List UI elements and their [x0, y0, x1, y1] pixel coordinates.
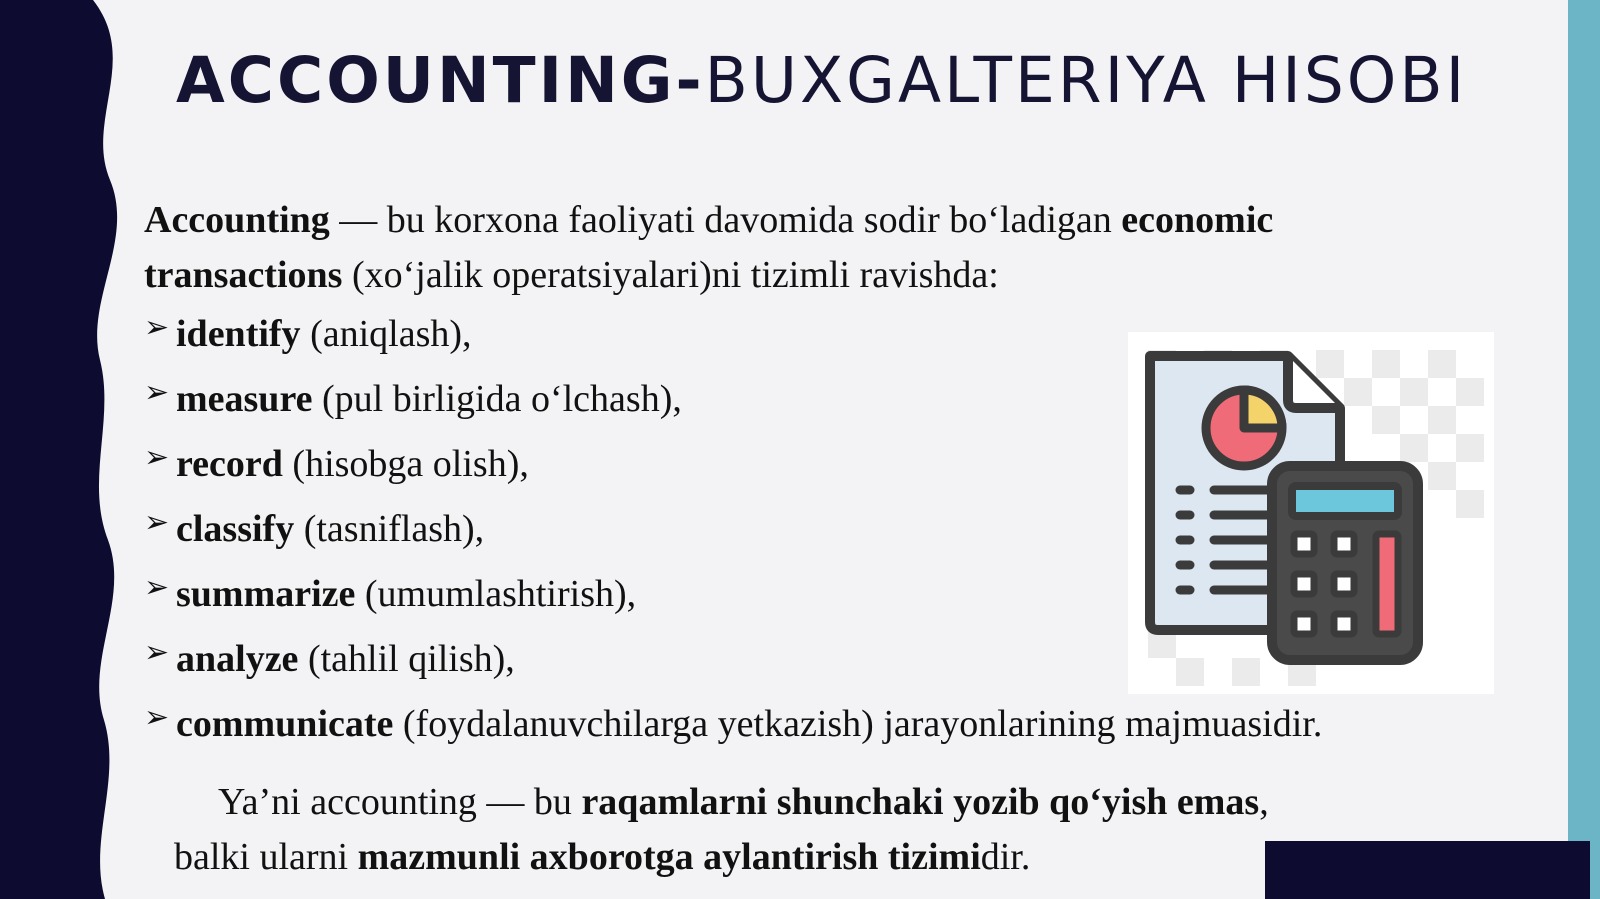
intro-text-1: — bu korxona faoliyati davomida sodir bo‘ladigan — [329, 199, 1122, 241]
bullet-term: summarize — [176, 573, 356, 615]
bullet-desc: (umumlashtirish), — [355, 573, 637, 615]
bullet-item — [144, 507, 484, 551]
arrow-bullet-icon: ➢ — [144, 635, 170, 670]
intro-term: Accounting — [144, 199, 330, 241]
bullet-term: classify — [176, 508, 295, 550]
closing-text-4: dir. — [980, 836, 1031, 878]
bullet-desc: (hisobga olish), — [282, 443, 529, 485]
intro-paragraph — [144, 193, 1444, 303]
corner-block — [1265, 841, 1590, 899]
bullet-item — [144, 702, 1322, 746]
bullet-term: analyze — [176, 638, 299, 680]
bullet-item — [144, 377, 682, 421]
bullet-desc: (tahlil qilish), — [298, 638, 515, 680]
bullet-term: record — [176, 443, 283, 485]
arrow-bullet-icon: ➢ — [144, 700, 170, 735]
arrow-bullet-icon: ➢ — [144, 375, 170, 410]
bullet-term: communicate — [176, 703, 394, 745]
arrow-bullet-icon: ➢ — [144, 570, 170, 605]
closing-text-2: , — [1259, 781, 1269, 823]
closing-line-2 — [174, 836, 1030, 878]
intro-bold-2: economic transactions — [144, 199, 1274, 296]
bullet-item — [144, 572, 636, 616]
bullet-desc: (pul birligida o‘lchash), — [312, 378, 682, 420]
arrow-bullet-icon: ➢ — [144, 440, 170, 475]
bullet-desc: (aniqlash), — [300, 313, 472, 355]
bullet-item — [144, 637, 515, 681]
title-bold: ACCOUNTING- — [176, 44, 705, 117]
closing-bold-2: mazmunli axborotga aylantirish tizimi — [357, 836, 981, 878]
title-rest: BUXGALTERIYA HISOBI — [704, 44, 1468, 117]
intro-text-2: (xo‘jalik operatsiyalari)ni tizimli ravishda: — [342, 254, 999, 296]
closing-text-1: Ya’ni accounting — bu — [218, 781, 582, 823]
bullet-item — [144, 312, 472, 356]
bullet-desc: (foydalanuvchilarga yetkazish) jarayonlarining majmuasidir. — [393, 703, 1323, 745]
slide-title — [176, 44, 1467, 117]
bullet-item — [144, 442, 529, 486]
accounting-document-calculator-icon — [1128, 332, 1494, 694]
closing-bold-1: raqamlarni shunchaki yozib qo‘yish emas — [581, 781, 1260, 823]
right-accent-bar — [1568, 0, 1600, 899]
bullet-term: identify — [176, 313, 301, 355]
arrow-bullet-icon: ➢ — [144, 310, 170, 345]
closing-line-1 — [174, 775, 1269, 830]
left-wave-band — [0, 0, 130, 899]
arrow-bullet-icon: ➢ — [144, 505, 170, 540]
closing-text-3: balki ularni — [174, 836, 358, 878]
bullet-desc: (tasniflash), — [294, 508, 485, 550]
bullet-term: measure — [176, 378, 313, 420]
closing-paragraph — [174, 775, 1269, 885]
